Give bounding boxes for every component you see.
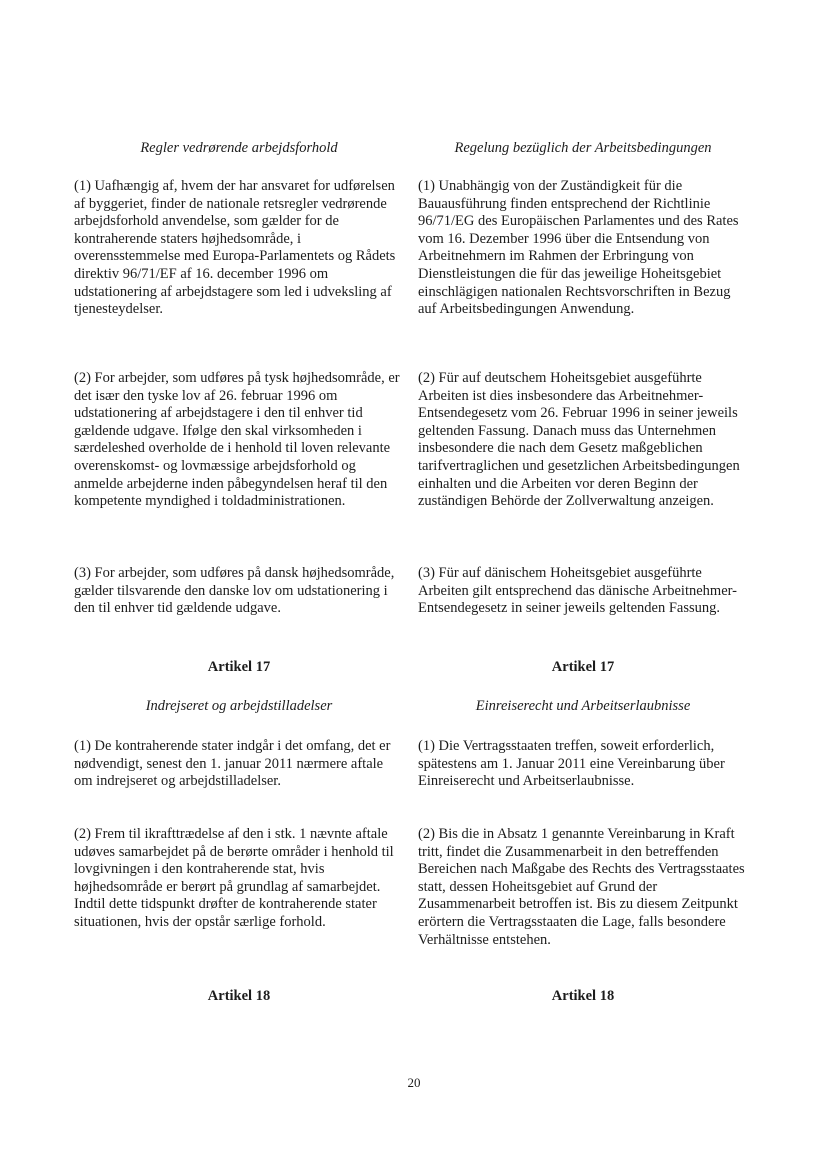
paragraph-4: (1) De kontraherende stater indgår i det omfang, det er nødvendigt, senest den 1. januar 2011 nærmere aftale om indrejseret og arbejdstilladelser. [74,738,391,790]
paragraph-3: (3) Für auf dänischem Hoheitsgebiet ausgeführte Arbeiten gilt entsprechend das dänische Arbeitnehmer-Entsendegesetz in seiner jeweils geltenden Fassung. [418,565,737,617]
article-17-heading: Artikel 17 [207,659,271,675]
article-18-heading: Artikel 18 [551,988,615,1004]
section-heading-entry-work-permits: Einreiserecht und Arbeitserlaubnisse [475,698,691,714]
paragraph-1: (1) Unabhängig von der Zuständigkeit für die Bauausführung finden entsprechend der Richtlinie 96/71/EG des Europäischen Parlamentes und des Rates vom 16. Dezember 1996 über die Entsendung von Arbeitnehmern im Rahmen der Erbringung von Dienstleistungen die für das jeweilige Hoheitsgebiet einschlägigen nationalen Rechtsvorschriften in Bezug auf Arbeitsbedingungen Anwendung. [418,178,739,318]
article-18-heading: Artikel 18 [207,988,271,1004]
paragraph-5: (2) Frem til ikrafttrædelse af den i stk. 1 nævnte aftale udøves samarbejdet på de berørte områder i henhold til lovgivningen i den kontraherende stat, hvis højhedsområde er berørt på grundlag af samarbejdet. Indtil dette tidspunkt drøfter de kontraherende stater situationen, hvis der opstår særlige forhold. [74,826,394,930]
section-heading-work-conditions: Regler vedrørende arbejdsforhold [140,140,338,156]
section-heading-entry-work-permits: Indrejseret og arbejdstilladelser [145,698,333,714]
paragraph-3: (3) For arbejder, som udføres på dansk højhedsområde, gælder tilsvarende den danske lov om udstationering i den til enhver tid gældende udgave. [74,565,395,617]
paragraph-2: (2) Für auf deutschem Hoheitsgebiet ausgeführte Arbeiten ist dies insbesondere das Arbeitnehmer-Entsendegesetz vom 26. Februar 1996 in seiner jeweils geltenden Fassung. Danach muss das Unternehmen insbesondere die nach dem Gesetz maßgeblichen tarifvertraglichen und gesetzlichen Arbeitsbedingungen einhalten und die Arbeiten vor deren Beginn der zuständigen Behörde der Zollverwaltung anzeigen. [418,370,740,510]
section-heading-work-conditions: Regelung bezüglich der Arbeitsbedingungen [454,140,712,156]
paragraph-1: (1) Uafhængig af, hvem der har ansvaret for udførelsen af byggeriet, finder de nationale retsregler vedrørende arbejdsforhold anvendelse, som gælder for de kontraherende staters højhedsområde, i overensstemmelse med Europa-Parlamentets og Rådets direktiv 96/71/EF af 16. december 1996 om udstationering af arbejdstagere som led i udveksling af tjenesteydelser. [74,178,396,318]
paragraph-5: (2) Bis die in Absatz 1 genannte Vereinbarung in Kraft tritt, findet die Zusammenarbeit in den betreffenden Bereichen nach Maßgabe des Rechts des Vertragsstaates statt, dessen Hoheitsgebiet auf Grund der Zusammenarbeit betroffen ist. Bis zu diesem Zeitpunkt erörtern die Vertragsstaaten die Lage, falls besondere Verhältnisse entstehen. [418,826,745,948]
paragraph-4: (1) Die Vertragsstaaten treffen, soweit erforderlich, spätestens am 1. Januar 2011 eine Vereinbarung über Einreiserecht und Arbeitserlaubnisse. [418,738,725,790]
article-17-heading: Artikel 17 [551,659,615,675]
paragraph-2: (2) For arbejder, som udføres på tysk højhedsområde, er det især den tyske lov af 26. februar 1996 om udstationering af arbejdstagere i den til enhver tid gældende udgave. Ifølge den skal virksomheden i særdeleshed overholde de i henhold til loven relevante overenskomst- og lovmæssige arbejdsforhold og anmelde arbejderne inden påbegyndelsen heraf til den kompetente myndighed i toldadministrationen. [74,370,400,510]
page-number: 20 [407,1075,421,1090]
